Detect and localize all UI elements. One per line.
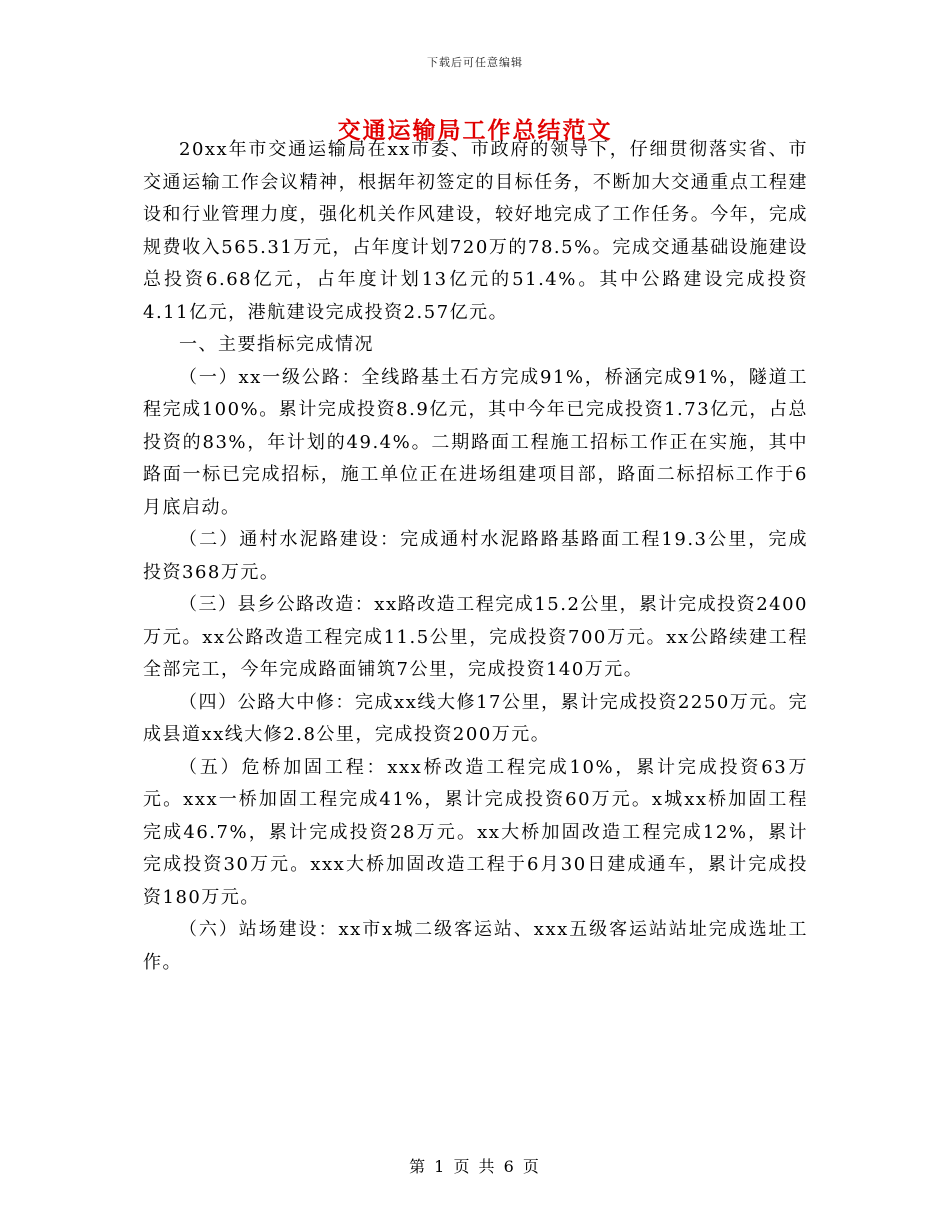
document-body: [143, 134, 808, 979]
page-number: 第 1 页 共 6 页: [409, 1157, 541, 1176]
paragraph-item-4: （四）公路大中修：完成xx线大修17公里，累计完成投资2250万元。完成县道xx线大修2.8公里，完成投资200万元。: [143, 691, 808, 745]
paragraph-item-6: （六）站场建设：xx市x城二级客运站、xxx五级客运站站址完成选址工作。: [143, 919, 808, 973]
paragraph-item-5: （五）危桥加固工程：xxx桥改造工程完成10%，累计完成投资63万元。xxx一桥加固工程完成41%，累计完成投资60万元。x城xx桥加固工程完成46.7%，累计完成投资28万元。xx大桥加固改造工程完成12%，累计完成投资30万元。xxx大桥加固改造工程于6月30日建成通车，累计完成投资180万元。: [143, 756, 808, 908]
paragraph-item-1: （一）xx一级公路：全线路基土石方完成91%，桥涵完成91%，隧道工程完成100%。累计完成投资8.9亿元，其中今年已完成投资1.73亿元，占总投资的83%，年计划的49.4%。二期路面工程施工招标工作正在实施，其中路面一标已完成招标，施工单位正在进场组建项目部，路面二标招标工作于6月底启动。: [143, 366, 808, 518]
paragraph-intro: 20xx年市交通运输局在xx市委、市政府的领导下，仔细贯彻落实省、市交通运输工作会议精神，根据年初签定的目标任务，不断加大交通重点工程建设和行业管理力度，强化机关作风建设，较好地完成了工作任务。今年，完成规费收入565.31万元，占年度计划720万的78.5%。完成交通基础设施建设总投资6.68亿元，占年度计划13亿元的51.4%。其中公路建设完成投资4.11亿元，港航建设完成投资2.57亿元。: [143, 139, 808, 323]
header-note: 下载后可任意编辑: [427, 56, 523, 69]
document-title: 交通运输局工作总结范文: [337, 118, 613, 144]
paragraph-item-2: （二）通村水泥路建设：完成通村水泥路路基路面工程19.3公里，完成投资368万元。: [143, 529, 808, 583]
section-heading: 一、主要指标完成情况: [179, 334, 374, 355]
paragraph-item-3: （三）县乡公路改造：xx路改造工程完成15.2公里，累计完成投资2400万元。xx公路改造工程完成11.5公里，完成投资700万元。xx公路续建工程全部完工，今年完成路面铺筑7公里，完成投资140万元。: [143, 594, 808, 680]
